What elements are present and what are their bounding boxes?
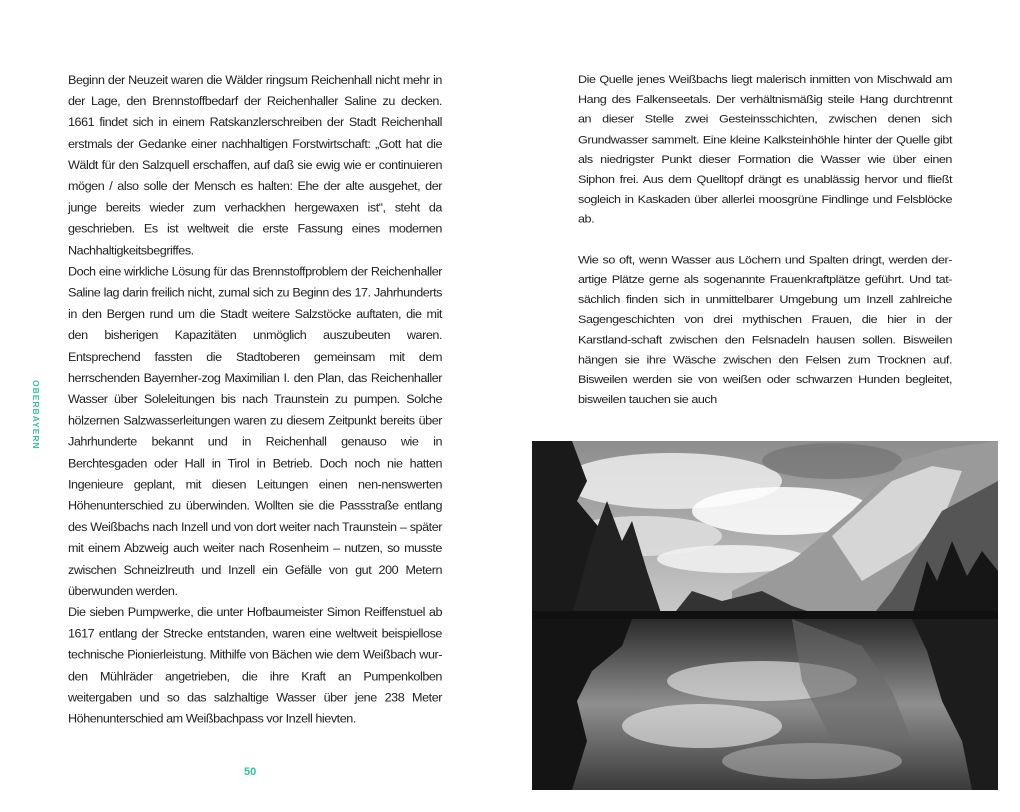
section-label: OBERBAYERN [31,380,41,450]
lake-photo [532,441,998,790]
paragraph: Beginn der Neuzeit waren die Wälder ringsum Reichenhall nicht mehr in der Lage, den Brennstoffbedarf der Reichenhaller Saline zu decken. 1661 findet sich in einem Ratskanzlerschreiben der Stadt Reichenhall erstmals der Gedanke einer nachhaltigen Forstwirtschaft: „Gott hat die Wäldt für den Salzquell erschaffen, auf daß sie ewig wie er continuieren mögen / also solle der Mensch es halten: Ehe der alte ausgehet, der junge bereits wieder zum verhackhen hergewaxen ist“, steht da geschrieben. Es ist weltweit die erste Fassung eines modernen Nachhaltigkeitsbegriffes. [68,73,442,257]
paragraph: Wie so oft, wenn Wasser aus Löchern und Spalten dringt, werden der-artige Plätze gerne als sogenannte Frauenkraftplätze geführt. Und tat-sächlich finden sich in unmittelbarer Umgebung um Inzell zahlreiche Sagengeschichten von drei mythischen Frauen, die hier in der Karstland-schaft zwischen den Felsnadeln hausen sollen. Bisweilen hängen sie ihre Wäsche zwischen den Felsen zum Trocknen auf. Bisweilen werden sie von weißen oder schwarzen Hunden begleitet, bisweilen tauchen sie auch [578,253,952,406]
paragraph: Die sieben Pumpwerke, die unter Hofbaumeister Simon Reiffenstuel ab 1617 entlang der Strecke entstanden, waren eine weltweit beispiellose technische Pionierleistung. Mithilfe von Bächen wie dem Weißbach wur-den Mühlräder angetrieben, die ihre Kraft an Pumpenkolben weitergaben und so das salzhaltige Wasser über jene 238 Meter Höhenunterschied am Weißbachpass vor Inzell hievten. [68,606,442,726]
page-number: 50 [244,766,257,778]
paragraph: Doch eine wirkliche Lösung für das Brennstoffproblem der Reichenhaller Saline lag darin freilich nicht, zumal sich zu Beginn des 17. Jahrhunderts in den Bergen rund um die Stadt weitere Salzstöcke auftaten, die mit den bisherigen Kapazitäten unmöglich auszubeuten waren. Entsprechend fassten die Stadtoberen gemeinsam mit dem herrschenden Bayernher-zog Maximilian I. den Plan, das Reichenhaller Wasser über Soleleitungen bis nach Traunstein zu pumpen. Solche hölzernen Salzwasserleitungen waren zu diesem Zeitpunkt bereits über Jahrhunderte bekannt und in Reichenhall genauso wie in Berchtesgaden oder Hall in Tirol in Betrieb. Doch noch nie hatten Ingenieure geplant, mit diesen Leitungen einen nen-nenswerten Höhenunterschied zu überwinden. Wollten sie die Passstraße entlang des Weißbachs nach Inzell und von dort weiter nach Traunstein – später mit einem Abzweig auch weiter nach Rosenheim – nutzen, so musste zwischen Schneizlreuth und Inzell ein Gefälle von gut 200 Metern überwunden werden. [68,265,442,598]
right-text-column [578,70,952,410]
paragraph: Die Quelle jenes Weißbachs liegt malerisch inmitten von Mischwald am Hang des Falkenseetals. Der verhältnismäßig steile Hang durchtrennt an dieser Stelle zwei Gesteinsschichten, zwischen denen sich Grundwasser sammelt. Eine kleine Kalksteinhöhle hinter der Quelle gibt als niedrigster Punkt dieser Formation die Wasser wie über einen Siphon frei. Aus dem Quelltopf drängt es unablässig hervor und fließt sogleich in Kaskaden über allerlei moosgrüne Findlinge und Felsblöcke ab. [578,73,952,226]
left-text-column [68,70,442,730]
